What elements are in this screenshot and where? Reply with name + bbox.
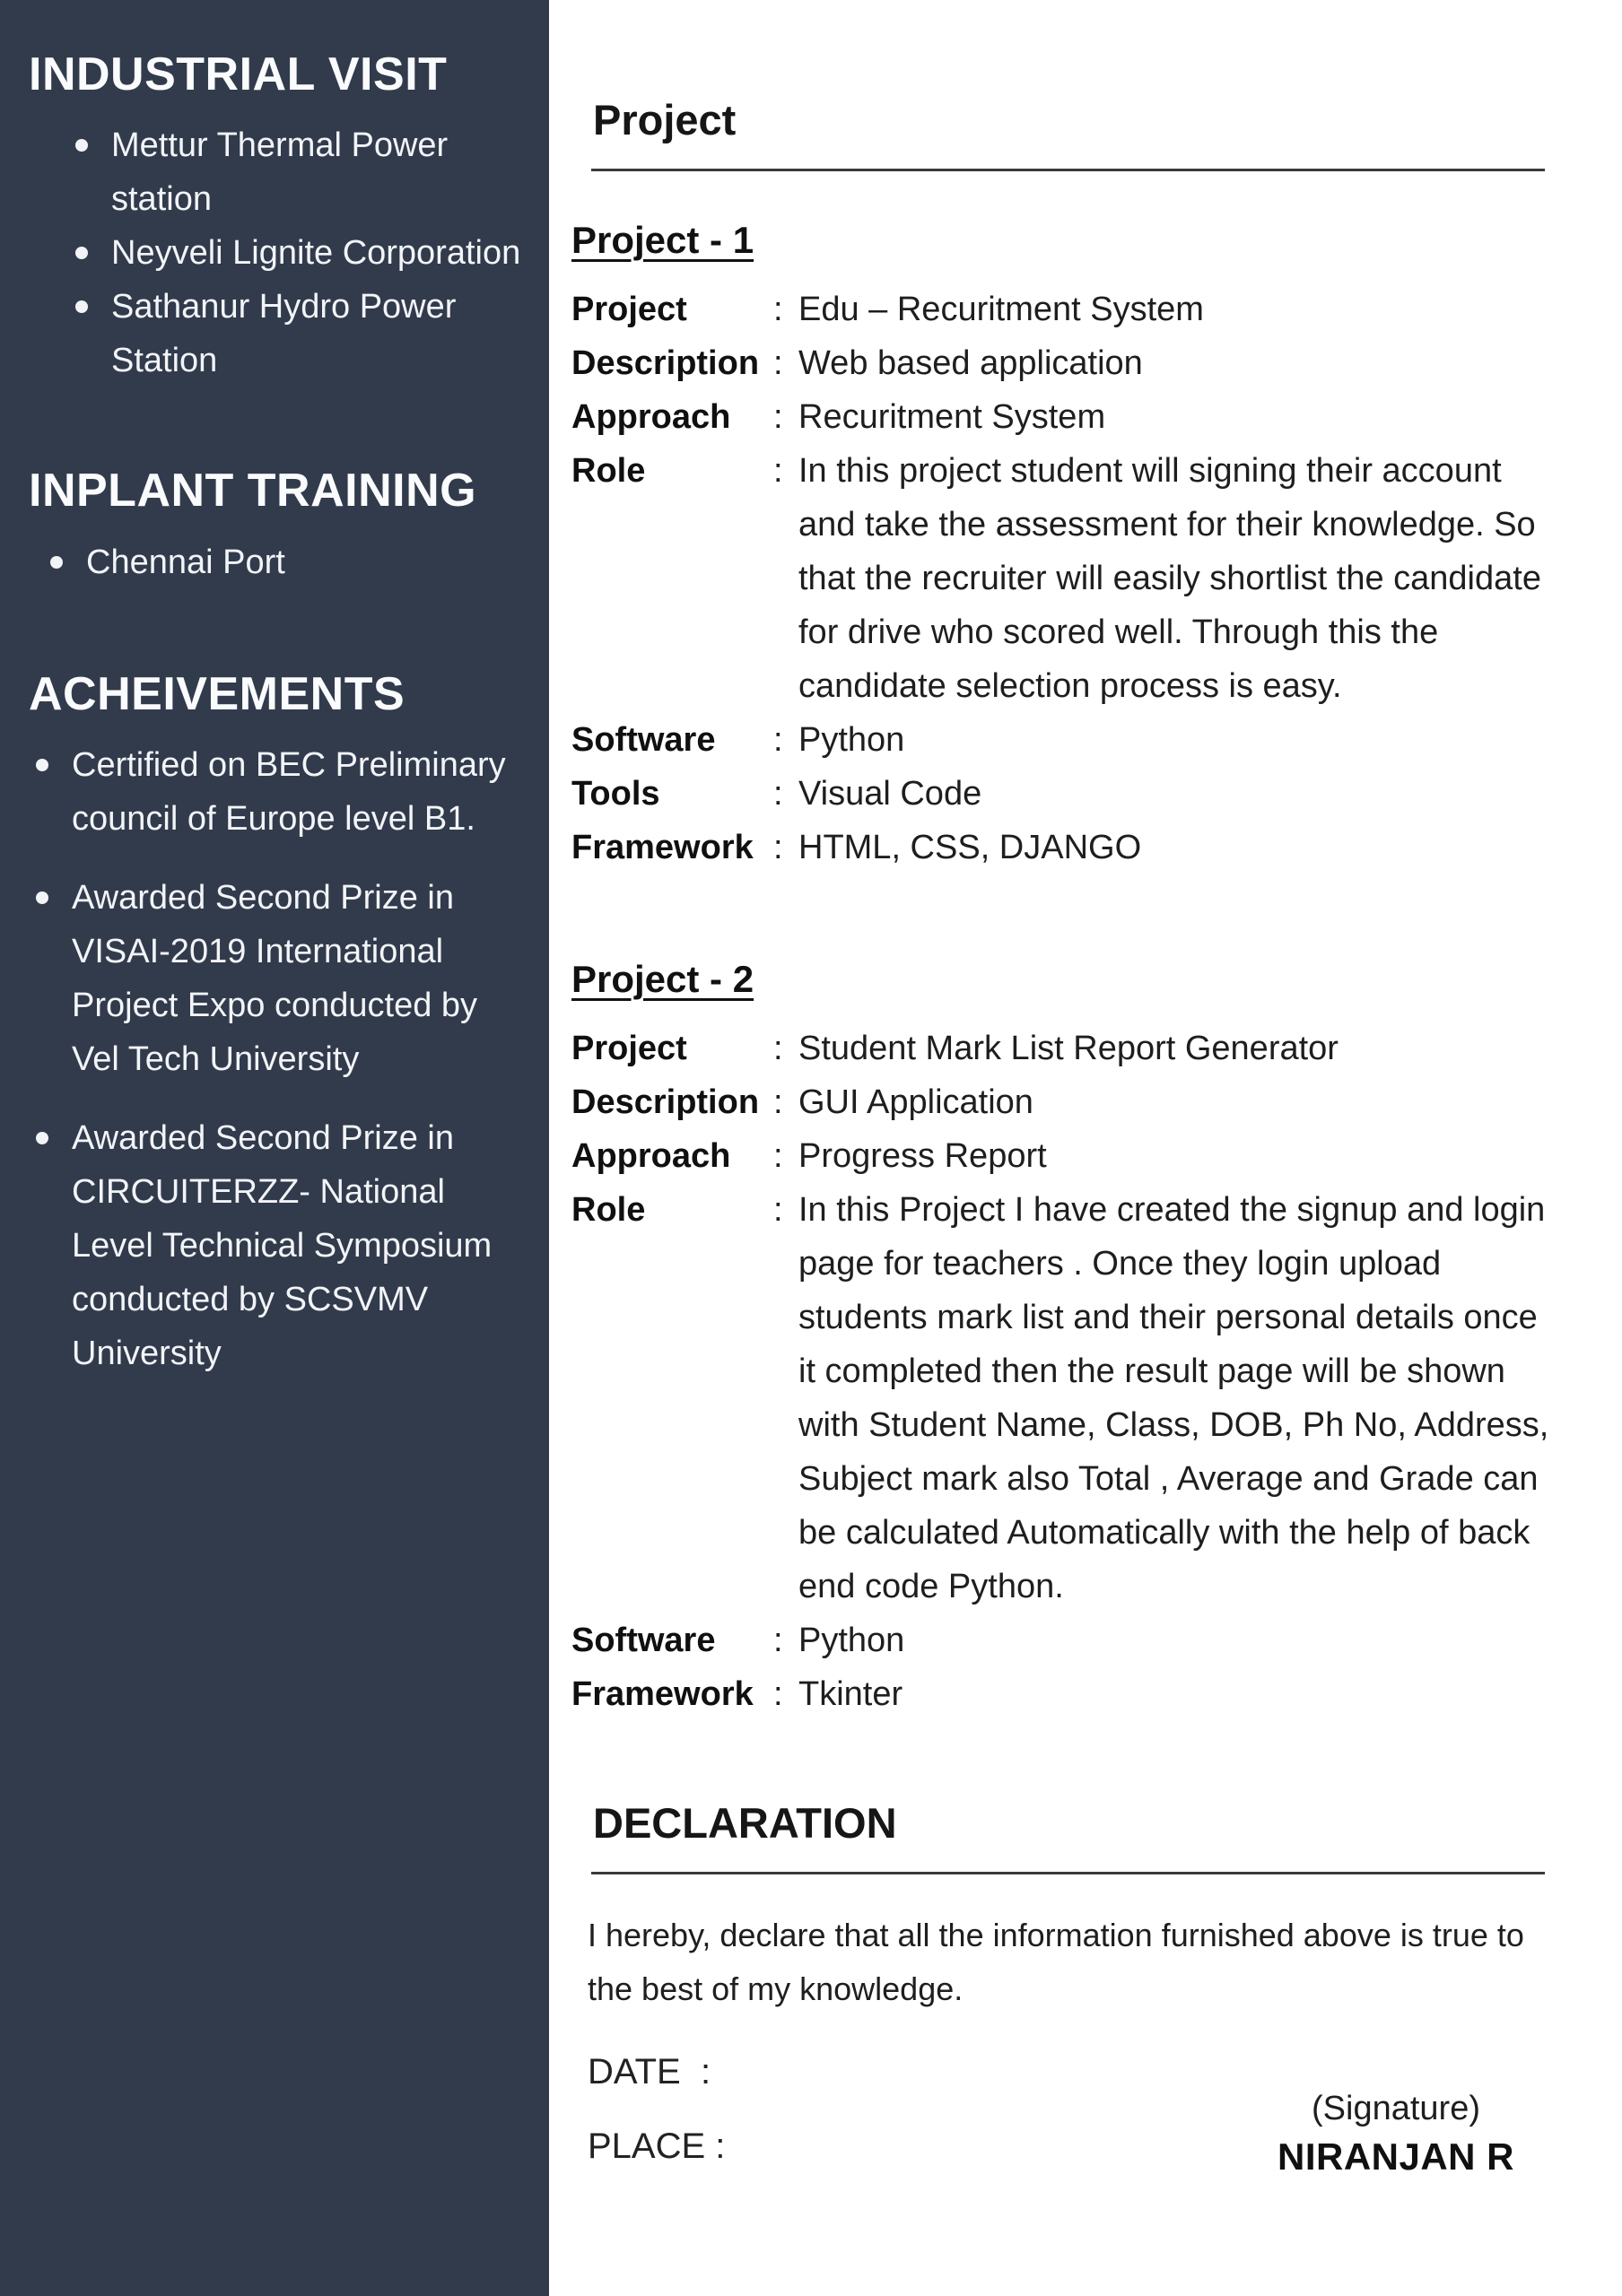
row-value: Visual Code xyxy=(798,775,982,813)
list-item xyxy=(36,1111,531,1380)
row-label: Approach xyxy=(571,398,731,437)
section-divider xyxy=(591,1872,1545,1874)
date-place-block xyxy=(588,2052,725,2179)
row-label: Role xyxy=(571,452,646,491)
row-label: Description xyxy=(571,1083,760,1122)
project-1-heading: Project - 1 xyxy=(571,218,754,261)
row-label: Approach xyxy=(571,1137,731,1176)
detail-row xyxy=(571,444,1570,713)
inplant-training-list xyxy=(29,535,531,589)
detail-row xyxy=(571,821,1570,874)
detail-row xyxy=(571,713,1570,767)
row-colon: : xyxy=(773,1675,783,1714)
section-divider xyxy=(591,169,1545,171)
row-value: Python xyxy=(798,721,905,760)
row-colon: : xyxy=(773,344,783,383)
place-label: PLACE : xyxy=(588,2126,726,2167)
row-value: Python xyxy=(798,1622,905,1660)
row-value: GUI Application xyxy=(798,1083,1033,1122)
detail-row xyxy=(571,336,1570,390)
project-2-heading: Project - 2 xyxy=(571,958,754,1001)
list-item-text: Neyveli Lignite Corporation xyxy=(111,234,521,273)
row-label: Software xyxy=(571,1622,716,1660)
row-label: Tools xyxy=(571,775,660,813)
row-colon: : xyxy=(773,291,783,329)
row-value: In this Project I have created the signup and login page for teachers . Once they login upload students mark list and their personal details once it completed then the result page will be shown with Student Name, Class, DOB, Ph No, Address, Subject mark also Total , Average and Grade can be calculated Automatically with the help of back end code Python. xyxy=(798,1191,1549,1606)
detail-row xyxy=(571,1022,1570,1075)
row-colon: : xyxy=(773,1191,783,1230)
row-value: Progress Report xyxy=(798,1137,1047,1176)
row-colon: : xyxy=(773,775,783,813)
sidebar-heading-acheivements: ACHEIVEMENTS xyxy=(29,667,406,720)
row-label: Framework xyxy=(571,829,754,867)
sidebar-heading-industrial-visit: INDUSTRIAL VISIT xyxy=(29,48,448,100)
list-item-text: Mettur Thermal Power station xyxy=(111,126,449,219)
row-colon: : xyxy=(773,721,783,760)
row-value: Student Mark List Report Generator xyxy=(798,1030,1339,1068)
list-item-text: Awarded Second Prize in VISAI-2019 International Project Expo conducted by Vel Tech University xyxy=(72,879,478,1079)
main-content xyxy=(549,0,1622,2296)
bullet-dot xyxy=(75,247,88,259)
row-colon: : xyxy=(773,452,783,491)
detail-row xyxy=(571,1129,1570,1183)
detail-row xyxy=(571,1075,1570,1129)
row-colon: : xyxy=(773,1622,783,1660)
sidebar-heading-inplant-training: INPLANT TRAINING xyxy=(29,465,477,517)
list-item-text: Sathanur Hydro Power Station xyxy=(111,288,457,380)
detail-row xyxy=(571,1183,1570,1613)
detail-row xyxy=(571,1667,1570,1721)
row-value: HTML, CSS, DJANGO xyxy=(798,829,1142,867)
detail-row xyxy=(571,767,1570,821)
acheivements-list xyxy=(29,738,531,1380)
date-label: DATE : xyxy=(588,2052,711,2092)
row-value: Edu – Recuritment System xyxy=(798,291,1204,329)
signature-name: NIRANJAN R xyxy=(1277,2135,1514,2179)
list-item xyxy=(75,118,531,226)
list-item-text: Awarded Second Prize in CIRCUITERZZ- National Level Technical Symposium conducted by SCSVMV University xyxy=(72,1119,493,1373)
row-label: Software xyxy=(571,721,716,760)
industrial-visit-list xyxy=(29,118,531,387)
declaration-footer xyxy=(588,2052,1570,2179)
list-item xyxy=(50,535,531,589)
sidebar xyxy=(0,0,549,2296)
row-label: Role xyxy=(571,1191,646,1230)
row-colon: : xyxy=(773,1030,783,1068)
bullet-dot xyxy=(75,139,88,152)
bullet-dot xyxy=(75,300,88,313)
row-value: In this project student will signing their account and take the assessment for their knowledge. So that the recruiter will easily shortlist the candidate for drive who scored well. Through this the candidate selection process is easy. xyxy=(798,452,1541,706)
row-label: Framework xyxy=(571,1675,754,1714)
row-value: Recuritment System xyxy=(798,398,1106,437)
declaration-title: DECLARATION xyxy=(593,1799,897,1848)
row-colon: : xyxy=(773,398,783,437)
row-label: Project xyxy=(571,291,687,329)
list-item-text: Chennai Port xyxy=(86,543,285,581)
bullet-dot xyxy=(36,759,48,771)
bullet-dot xyxy=(36,891,48,904)
project-section-title: Project xyxy=(593,96,737,144)
declaration-text: I hereby, declare that all the information furnished above is true to the best of my knowledge. xyxy=(588,1917,1524,2008)
list-item xyxy=(36,738,531,846)
detail-row xyxy=(571,283,1570,336)
signature-label: (Signature) xyxy=(1312,2090,1480,2128)
list-item xyxy=(36,871,531,1086)
declaration-section xyxy=(571,1800,1570,1874)
detail-row xyxy=(571,1613,1570,1667)
bullet-dot xyxy=(50,556,63,569)
list-item xyxy=(75,280,531,387)
row-value: Web based application xyxy=(798,344,1143,383)
project-1-details xyxy=(571,283,1570,874)
row-colon: : xyxy=(773,1137,783,1176)
signature-block xyxy=(1278,2090,1514,2179)
list-item-text: Certified on BEC Preliminary council of Europe level B1. xyxy=(72,746,506,839)
row-colon: : xyxy=(773,829,783,867)
row-colon: : xyxy=(773,1083,783,1122)
bullet-dot xyxy=(36,1132,48,1144)
list-item xyxy=(75,226,531,280)
detail-row xyxy=(571,390,1570,444)
row-value: Tkinter xyxy=(798,1675,903,1714)
project-2-details xyxy=(571,1022,1570,1721)
row-label: Description xyxy=(571,344,760,383)
row-label: Project xyxy=(571,1030,687,1068)
